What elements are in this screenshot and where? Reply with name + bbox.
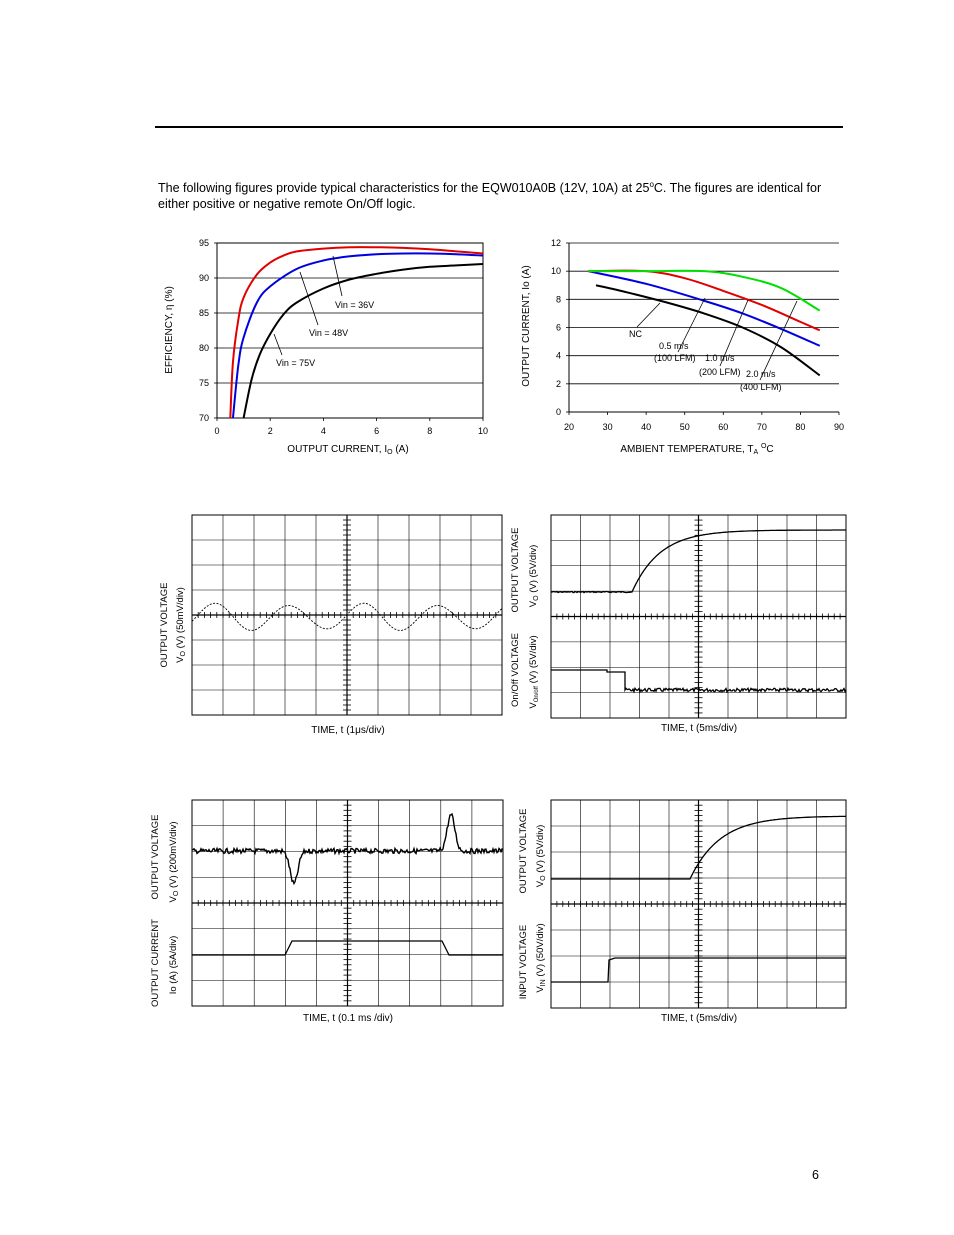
label-vin-36: Vin = 36V <box>335 300 375 310</box>
onoff-x-label: TIME, t (5ms/div) <box>660 723 738 734</box>
label-nc: NC <box>629 329 642 339</box>
derating-x-tick-label: 90 <box>833 422 845 432</box>
efficiency-x-tick-label: 10 <box>477 426 489 436</box>
startup-bottom-label-1: INPUT VOLTAGE <box>518 924 529 1000</box>
ripple-y-label-1: OUTPUT VOLTAGE <box>159 582 170 668</box>
efficiency-y-tick-label: 85 <box>198 308 209 318</box>
efficiency-x-tick-label: 2 <box>267 426 273 436</box>
transient-bottom-label-1: OUTPUT CURRENT <box>150 919 161 1007</box>
derating-x-tick-label: 20 <box>563 422 575 432</box>
degree-symbol: o <box>649 180 654 189</box>
efficiency-y-tick-label: 95 <box>198 238 209 248</box>
startup-top-label-2: $V_O$ (V) (5V/div) <box>535 824 547 888</box>
scope-transient <box>150 800 503 1024</box>
ripple-y-label-2: $V_O$ (V) (50mV/div) <box>175 587 187 663</box>
startup-top-label-1: OUTPUT VOLTAGE <box>518 808 529 894</box>
transient-bottom-label-2: Io (A) (5A/div) <box>168 935 179 995</box>
derating-y-tick-label: 0 <box>555 407 561 417</box>
derating-y-tick-label: 4 <box>555 350 561 361</box>
efficiency-series-line-2 <box>244 264 483 418</box>
page-number: 6 <box>812 1168 819 1182</box>
derating-annotations <box>629 298 797 392</box>
scope-startup <box>518 800 846 1024</box>
label-400lfm: (400 LFM) <box>740 382 782 392</box>
derating-x-tick-label: 50 <box>679 422 690 432</box>
label-200lfm: (200 LFM) <box>699 367 741 377</box>
derating-y-tick-label: 10 <box>550 266 561 277</box>
derating-x-tick-label: 30 <box>602 422 613 432</box>
derating-y-tick-label: 2 <box>555 378 561 389</box>
derating-chart <box>521 238 844 456</box>
derating-y-tick-label: 6 <box>555 322 561 333</box>
startup-bottom-label-2: $V_{IN}$ (V) (50V/div) <box>535 923 547 993</box>
label-20ms: 2.0 m/s <box>746 369 776 379</box>
efficiency-y-tick-label: 90 <box>198 273 209 283</box>
derating-x-axis-label: AMBIENT TEMPERATURE, $T_A$ $^O$C <box>620 443 774 456</box>
intro-text-2: C. The figures are identical for either positive or negative remote On/Off logic. <box>158 181 822 212</box>
efficiency-x-tick-label: 0 <box>214 426 220 436</box>
label-vin-75: Vin = 75V <box>276 358 316 368</box>
efficiency-y-tick-label: 80 <box>198 343 209 353</box>
label-100lfm: (100 LFM) <box>654 353 696 363</box>
derating-x-tick-label: 80 <box>795 422 806 432</box>
startup-x-label: TIME, t (5ms/div) <box>660 1013 738 1024</box>
label-10ms: 1.0 m/s <box>705 353 735 363</box>
scope-onoff <box>510 515 846 734</box>
efficiency-chart <box>164 238 488 456</box>
derating-series-line-1 <box>588 271 819 346</box>
efficiency-x-axis-label: OUTPUT CURRENT, $I_O$ (A) <box>287 444 409 456</box>
intro-text-1: The following figures provide typical characteristics for the EQW010A0B (12V, 10A) at 25 <box>158 181 650 196</box>
efficiency-y-tick-label: 70 <box>198 413 209 423</box>
derating-x-tick-label: 40 <box>641 422 652 432</box>
onoff-bottom-label-1: On/Off VOLTAGE <box>510 633 521 707</box>
efficiency-x-tick-label: 8 <box>427 426 433 436</box>
efficiency-y-tick-label: 75 <box>198 378 209 388</box>
derating-x-tick-label: 70 <box>756 422 767 432</box>
label-05ms: 0.5 m/s <box>659 341 689 351</box>
onoff-top-label-1: OUTPUT VOLTAGE <box>510 527 521 613</box>
onoff-bottom-label-2: $V_{On/off}$ (V) (5V/div) <box>528 635 540 709</box>
efficiency-y-axis-label: EFFICIENCY, η (%) <box>164 286 175 374</box>
efficiency-x-tick-label: 4 <box>320 426 326 436</box>
ripple-x-label: TIME, t (1μs/div) <box>311 725 385 736</box>
transient-top-label-1: OUTPUT VOLTAGE <box>150 814 161 900</box>
scope-ripple <box>159 515 502 736</box>
transient-x-label: TIME, t (0.1 ms /div) <box>302 1013 394 1024</box>
efficiency-plot-frame <box>217 243 483 418</box>
derating-x-tick-label: 60 <box>718 422 729 432</box>
label-vin-48: Vin = 48V <box>309 328 349 338</box>
derating-y-tick-label: 12 <box>550 238 561 248</box>
derating-y-tick-label: 8 <box>555 294 561 305</box>
derating-y-axis-label: OUTPUT CURRENT, Io (A) <box>521 265 532 387</box>
transient-top-label-2: $V_O$ (V) (200mV/div) <box>168 821 180 903</box>
efficiency-series-line-0 <box>230 247 483 418</box>
efficiency-x-tick-label: 6 <box>374 426 380 436</box>
onoff-top-label-2: $V_O$ (V) (5V/div) <box>528 544 540 608</box>
